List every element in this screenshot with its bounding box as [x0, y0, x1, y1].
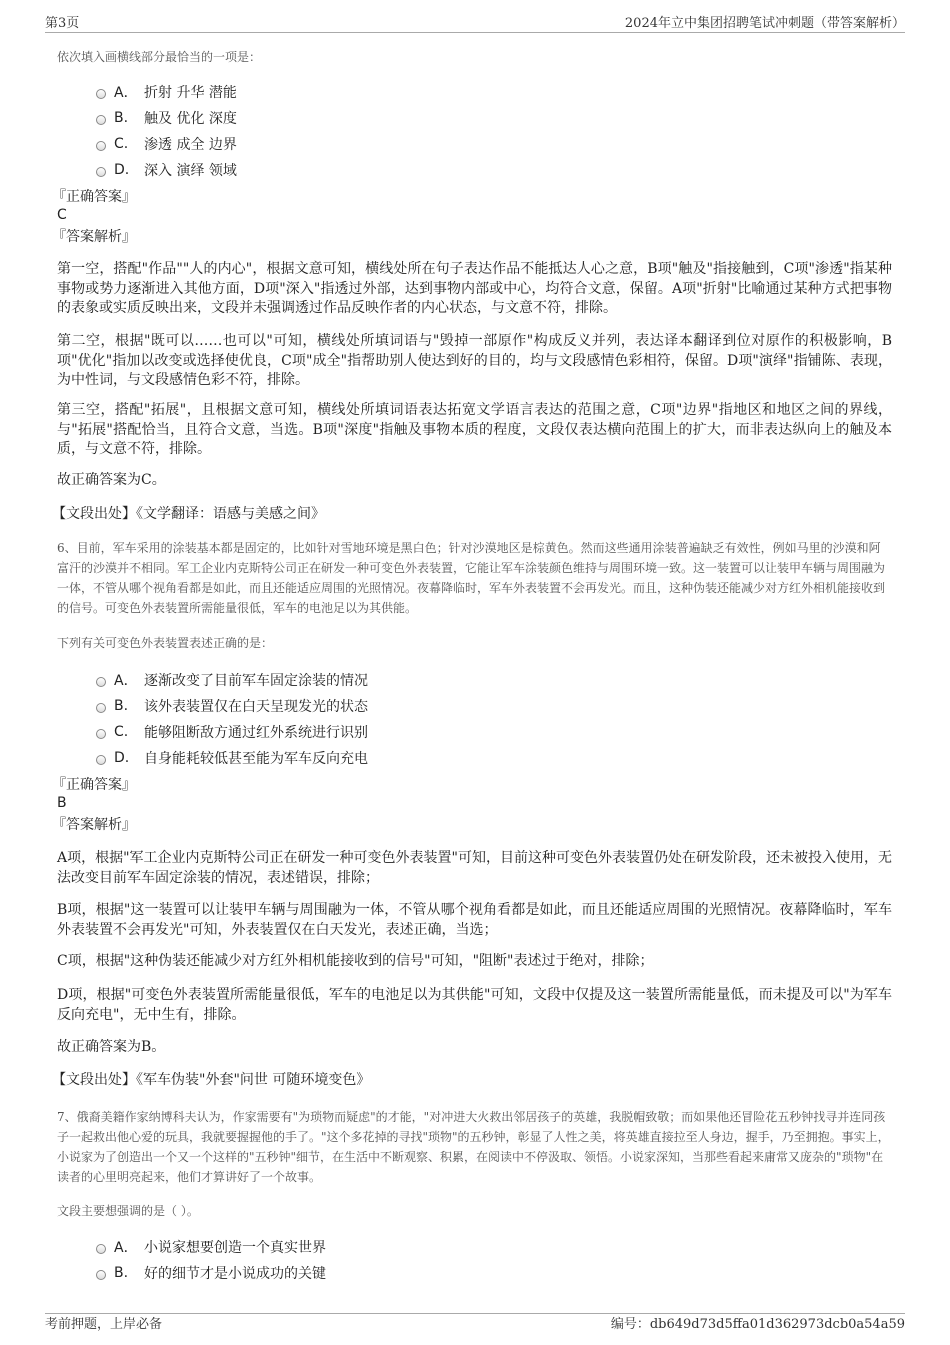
option-a[interactable]: [96, 670, 368, 690]
option-text: 逐渐改变了目前军车固定涂装的情况: [144, 673, 368, 689]
footer-slogan: 考前押题，上岸必备: [45, 1317, 163, 1332]
option-letter: A．: [114, 85, 138, 101]
option-letter: B.: [114, 698, 129, 714]
option-text: 自身能耗较低甚至能为军车反向充电: [144, 751, 368, 767]
option-b[interactable]: [96, 108, 237, 128]
radio-icon[interactable]: [96, 1244, 106, 1254]
analysis-paragraph: 第二空，根据"既可以……也可以"可知，横线处所填词语与"毁掉一部原作"构成反义并列，表达译本翻译到位对原作的积极影响，B项"优化"指加以改变或选择使优良，C项"成全"指帮助别人使达到好的目的，均与文段感情色彩相符，保留。D项"演绎"指铺陈、表现，为中性词，与文段感情色彩不符，排除。: [57, 333, 892, 388]
option-letter: D.: [114, 162, 130, 178]
radio-icon[interactable]: [96, 141, 106, 151]
answer-value: B: [57, 795, 67, 811]
option-c[interactable]: [96, 134, 237, 154]
option-letter: C.: [114, 136, 129, 152]
option-d[interactable]: [96, 748, 368, 768]
radio-icon[interactable]: [96, 677, 106, 687]
option-letter: B.: [114, 1265, 129, 1281]
question-stem: 依次填入画横线部分最恰当的一项是：: [57, 50, 262, 64]
option-c[interactable]: [96, 722, 368, 742]
radio-icon[interactable]: [96, 89, 106, 99]
radio-icon[interactable]: [96, 703, 106, 713]
option-text: 深入 演绎 领域: [144, 163, 237, 179]
option-a[interactable]: [96, 82, 237, 102]
option-text: 该外表装置仅在白天呈现发光的状态: [144, 699, 368, 715]
option-text: 能够阻断敌方通过红外系统进行识别: [144, 725, 368, 741]
analysis-label: 『答案解析』: [52, 229, 136, 245]
option-letter: A．: [114, 673, 138, 689]
option-letter: B.: [114, 110, 129, 126]
analysis-label: 『答案解析』: [52, 817, 136, 833]
question-stem: 7、俄裔美籍作家纳博科夫认为，作家需要有"为琐物而疑虑"的才能，"对冲进大火救出邻居孩子的英雄，我脱帽致敬；而如果他还冒险花五秒钟找寻并连同孩子一起救出他心爱的玩具，我就要握握他的手了。"这个多花掉的寻找"琐物"的五秒钟，彰显了人性之美，将英雄直接拉至人身边，握手，乃至拥抱。事实上，小说家为了创造出一个又一个这样的"五秒钟"细节，在生活中不断观察、积累，在阅读中不停汲取、领悟。小说家深知，当那些看起来庸常又庞杂的"琐物"在读者的心里明亮起来，他们才算讲好了一个故事。: [57, 1110, 890, 1184]
document-id: 编号：db649d73d5ffa01d362973dcb0a54a59: [610, 1317, 905, 1332]
header-divider: [45, 32, 905, 33]
page-number: 第3页: [45, 16, 80, 31]
answer-value: C: [57, 207, 67, 223]
option-text: 渗透 成全 边界: [144, 137, 237, 153]
source: 【文段出处】《文学翻译：语感与美感之间》: [52, 506, 325, 522]
option-a[interactable]: [96, 1237, 326, 1257]
option-text: 折射 升华 潜能: [144, 85, 237, 101]
source: 【文段出处】《军车伪装"外套"问世 可随环境变色》: [52, 1072, 371, 1088]
document-title: 2024年立中集团招聘笔试冲刺题（带答案解析）: [624, 16, 905, 31]
option-b[interactable]: [96, 696, 368, 716]
answer-label: 『正确答案』: [52, 777, 136, 793]
conclusion: 故正确答案为C。: [57, 472, 166, 488]
radio-icon[interactable]: [96, 167, 106, 177]
analysis-paragraph: B项，根据"这一装置可以让装甲车辆与周围融为一体，不管从哪个视角看都是如此，而且还能适应周围的光照情况。夜幕降临时，军车外表装置不会再发光"可知，外表装置仅在白天发光，表述正确，当选；: [57, 902, 892, 938]
option-letter: D.: [114, 750, 130, 766]
option-letter: C.: [114, 724, 129, 740]
analysis-paragraph: 第一空，搭配"作品""人的内心"，根据文意可知，横线处所在句子表达作品不能抵达人心之意，B项"触及"指接触到，C项"渗透"指某种事物或势力逐渐进入其他方面，D项"深入"指透过外部，达到事物内部或中心，均符合文意，保留。A项"折射"比喻通过某种方式把事物的表象或实质反映出来，文段并未强调透过作品反映作者的内心状态，与文意不符，排除。: [57, 261, 892, 316]
question-stem: 6、目前，军车采用的涂装基本都是固定的，比如针对雪地环境是黑白色；针对沙漠地区是棕黄色。然而这些通用涂装普遍缺乏有效性，例如马里的沙漠和阿富汗的沙漠并不相同。军工企业内克斯特公司正在研发一种可变色外表装置，它能让军车涂装颜色维持与周围环境一致。这一装置可以让装甲车辆与周围融为一体，不管从哪个视角看都是如此，而且还能适应周围的光照情况。夜幕降临时，军车外表装置不会再发光。而且，这种伪装还能减少对方红外相机能接收到的信号。可变色外表装置所需能量很低，军车的电池足以为其供能。: [57, 541, 886, 615]
option-d[interactable]: [96, 160, 237, 180]
option-text: 小说家想要创造一个真实世界: [144, 1240, 326, 1256]
analysis-paragraph: C项，根据"这种伪装还能减少对方红外相机能接收到的信号"可知，"阻断"表述过于绝对，排除；: [57, 953, 654, 969]
question-prompt: 下列有关可变色外表装置表述正确的是：: [57, 636, 274, 650]
option-text: 触及 优化 深度: [144, 111, 237, 127]
option-b[interactable]: [96, 1263, 326, 1283]
question-prompt: 文段主要想强调的是（ ）。: [57, 1204, 199, 1218]
analysis-paragraph: D项，根据"可变色外表装置所需能量很低，军车的电池足以为其供能"可知，文段中仅提及这一装置所需能量低，而未提及可以"为军车反向充电"，无中生有，排除。: [57, 987, 892, 1023]
radio-icon[interactable]: [96, 115, 106, 125]
conclusion: 故正确答案为B。: [57, 1039, 166, 1055]
analysis-paragraph: A项，根据"军工企业内克斯特公司正在研发一种可变色外表装置"可知，目前这种可变色外表装置仍处在研发阶段，还未被投入使用，无法改变目前军车固定涂装的情况，表述错误，排除；: [57, 850, 892, 886]
radio-icon[interactable]: [96, 1270, 106, 1280]
analysis-paragraph: 第三空，搭配"拓展"，且根据文意可知，横线处所填词语表达拓宽文学语言表达的范围之意，C项"边界"指地区和地区之间的界线，与"拓展"搭配恰当，且符合文意，当选。B项"深度"指触及事物本质的程度，文段仅表达横向范围上的扩大，而非表达纵向上的触及本质，与文意不符，排除。: [57, 402, 892, 457]
radio-icon[interactable]: [96, 729, 106, 739]
answer-label: 『正确答案』: [52, 189, 136, 205]
option-text: 好的细节才是小说成功的关键: [144, 1266, 326, 1282]
radio-icon[interactable]: [96, 755, 106, 765]
option-letter: A．: [114, 1240, 138, 1256]
